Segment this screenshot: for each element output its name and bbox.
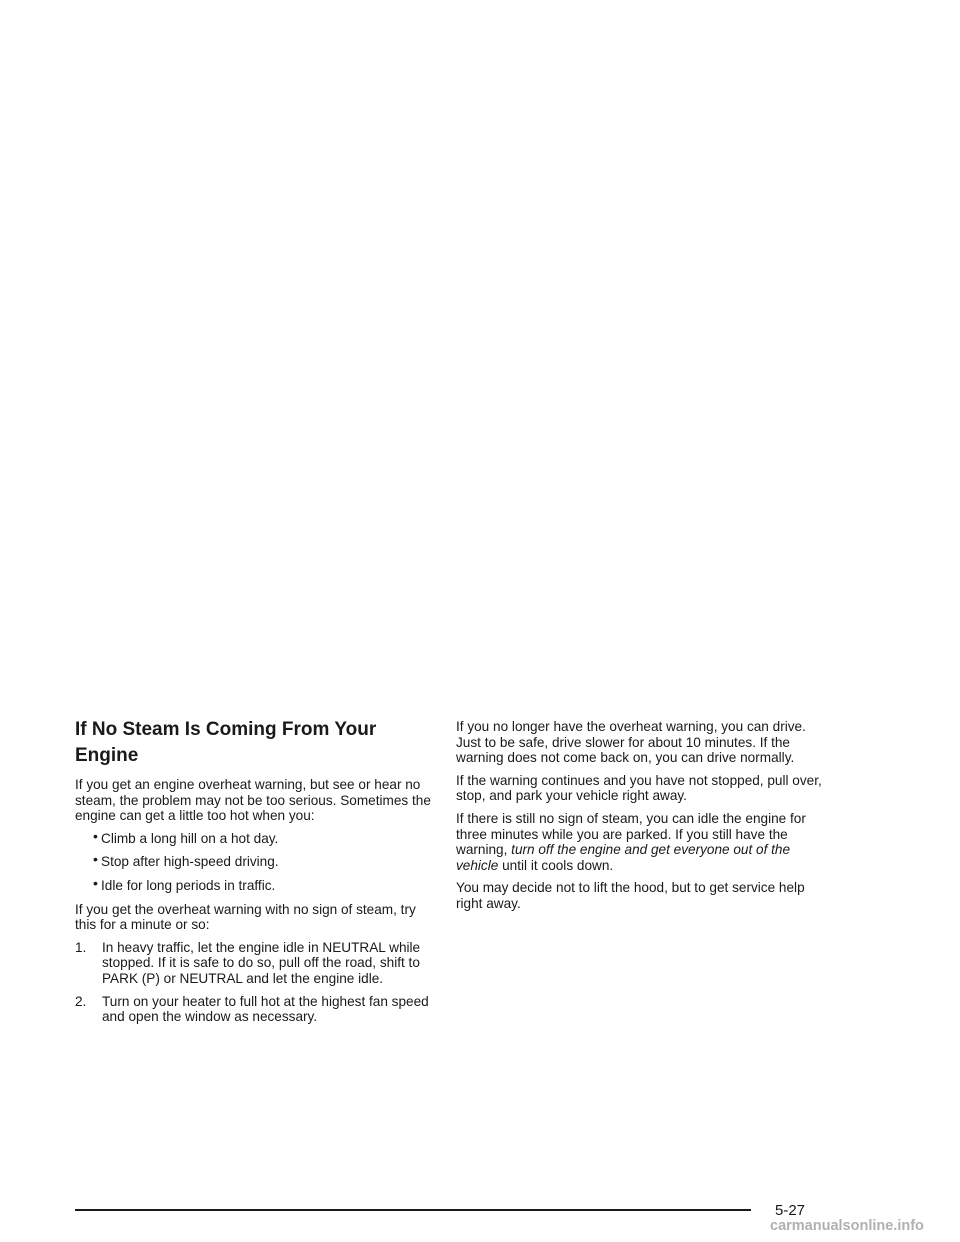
step-number: 2. — [75, 993, 87, 1009]
bullet-icon: • — [93, 827, 98, 844]
footer-rule — [75, 1209, 751, 1211]
watermark: carmanualsonline.info — [770, 1218, 924, 1234]
paragraph-idle-engine: If there is still no sign of steam, you can idle the engine for three minutes while you are parked. If you still have the warning, turn off the engine and get everyone out of the vehicle until it cools down. — [456, 810, 806, 873]
conditions-list — [75, 827, 435, 894]
bullet-icon: • — [93, 874, 98, 891]
emphasis-warning: turn off the engine and get everyone out of the vehicle — [456, 842, 791, 873]
step-number: 1. — [75, 939, 87, 955]
step-text: In heavy traffic, let the engine idle in NEUTRAL while stopped. If it is safe to do so, pull off the road, shift to PARK (P) or NEUTRAL and let the engine idle. — [102, 939, 421, 986]
right-column — [456, 719, 824, 919]
paragraph-service-help: You may decide not to lift the hood, but to get service help right away. — [456, 880, 805, 911]
steps-intro: If you get the overheat warning with no sign of steam, try this for a minute or so: — [75, 901, 416, 933]
intro-paragraph: If you get an engine overheat warning, but see or hear no steam, the problem may not be too serious. Sometimes the engine can get a little too hot when you: — [75, 777, 431, 824]
list-item: • Climb a long hill on a hot day. — [93, 827, 279, 846]
left-column — [75, 717, 435, 1032]
list-item: • Stop after high-speed driving. — [93, 851, 279, 870]
paragraph-drive-normally: If you no longer have the overheat warning, you can drive. Just to be safe, drive slower for about 10 minutes. If the warning does not come back on, you can drive normally. — [456, 719, 806, 766]
page-number: 5-27 — [775, 1202, 806, 1219]
step-item — [75, 940, 435, 987]
section-title: If No Steam Is Coming From Your Engine — [75, 719, 377, 766]
step-item — [75, 994, 435, 1025]
bullet-icon: • — [93, 851, 98, 868]
steps-list — [75, 940, 435, 1025]
list-item: • Idle for long periods in traffic. — [93, 874, 276, 893]
step-text: Turn on your heater to full hot at the highest fan speed and open the window as necessary. — [102, 993, 429, 1025]
paragraph-pull-over: If the warning continues and you have not stopped, pull over, stop, and park your vehicle right away. — [456, 772, 822, 804]
